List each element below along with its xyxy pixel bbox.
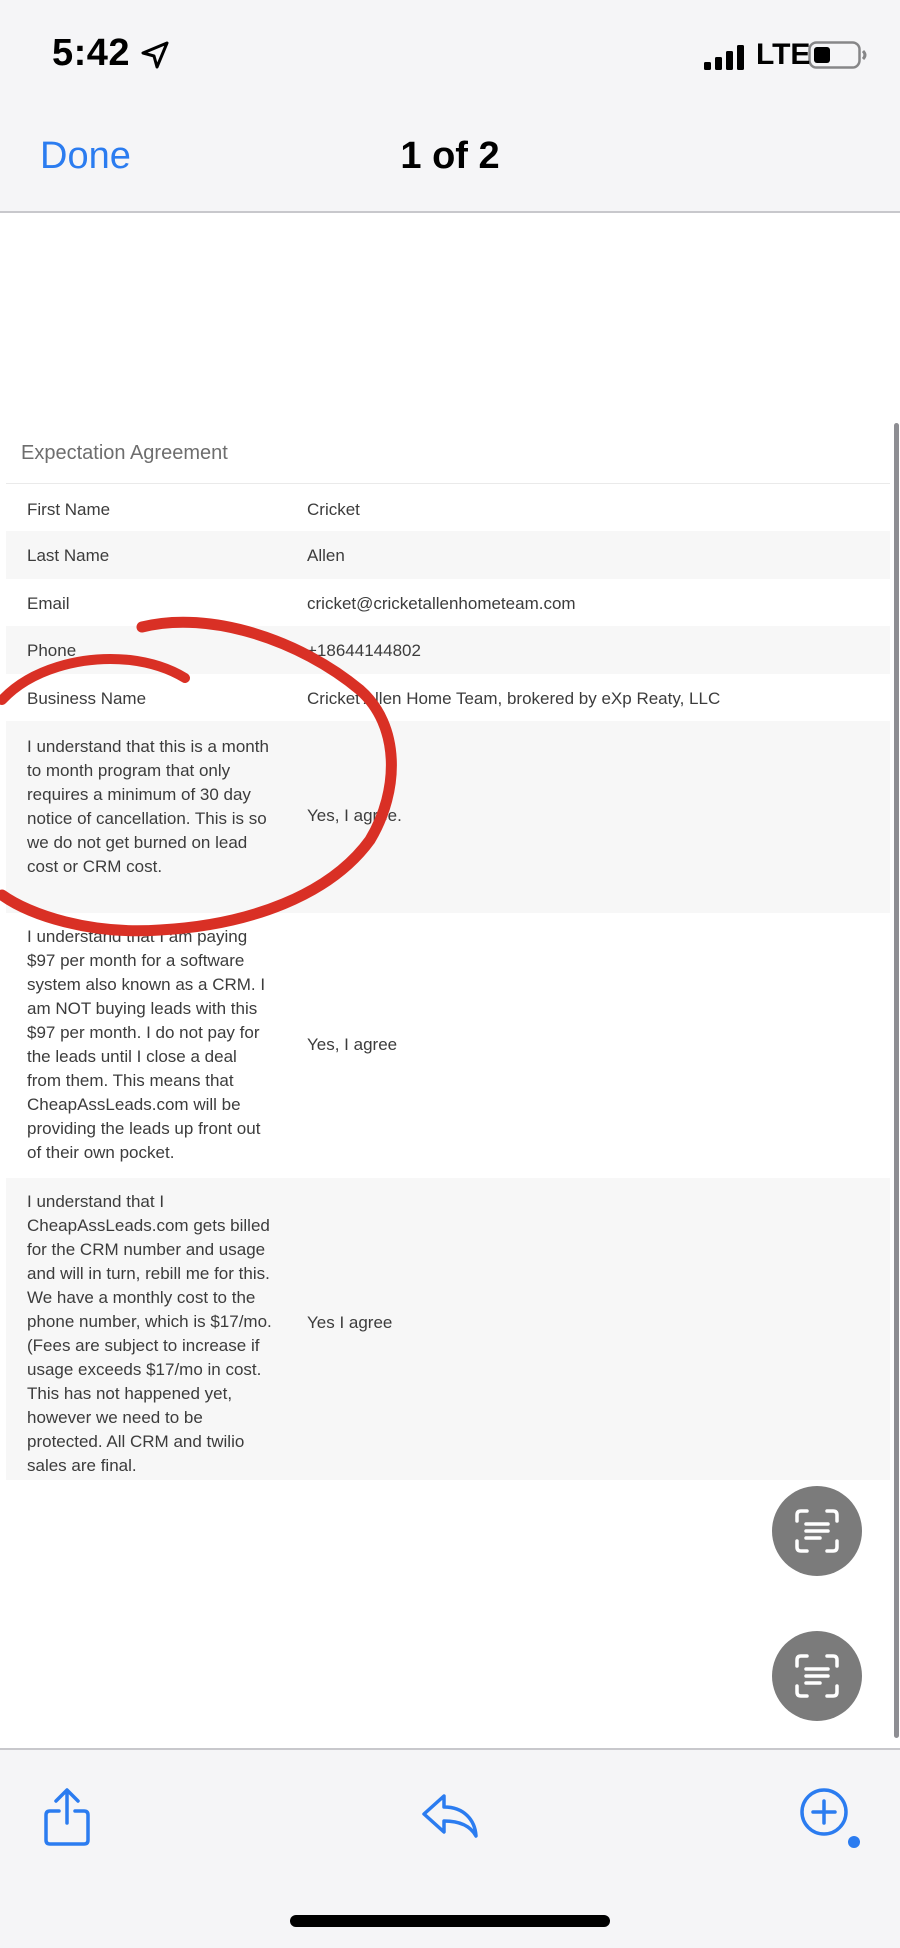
navigation-bar [0,105,900,213]
table-row [6,486,890,531]
field-value: Yes I agree [307,1313,393,1332]
network-type: LTE [756,38,811,71]
signal-bars-icon [704,44,748,70]
live-text-button[interactable] [772,1631,862,1721]
markup-icon[interactable] [796,1784,862,1850]
home-indicator[interactable] [290,1915,610,1927]
document-page[interactable] [0,213,900,1748]
location-arrow-icon [140,40,170,70]
field-label: First Name [27,500,111,519]
field-value: +18644144802 [307,641,421,660]
field-value: cricket@cricketallenhometeam.com [307,594,576,613]
field-label: Business Name [27,689,147,708]
field-label: Email [27,594,70,613]
done-button[interactable]: Done [40,135,131,177]
table-row [6,674,890,721]
divider [6,483,890,484]
field-label: Phone [27,641,77,660]
table-row [6,1178,890,1480]
field-label: I understand that I am paying $97 per month for a software system also known as a CRM. I am NOT buying leads with this $97 per month. I do not pay for the leads until I close a deal from them. This means that CheapAssLeads.com will be providing the leads up front out of their own pocket. [27,927,266,1162]
scan-text-icon [793,1507,841,1555]
table-row [6,531,890,579]
field-label: I understand that this is a month to month program that only requires a minimum of 30 day notice of cancellation. This is so we do not get burned on lead cost or CRM cost. [27,737,269,876]
field-value: Cricket [307,500,360,519]
field-value: Allen [307,546,345,565]
scroll-indicator[interactable] [894,423,899,1738]
battery-icon [808,41,868,69]
field-value: Cricket Allen Home Team, brokered by eXp Reaty, LLC [307,689,721,708]
scan-text-icon [793,1652,841,1700]
field-label: Last Name [27,546,110,565]
field-value: Yes, I agree [307,1035,398,1054]
field-label: I understand that I CheapAssLeads.com gets billed for the CRM number and usage and will in turn, rebill me for this. We have a monthly cost to the phone number, which is $17/mo. (Fees are subject to increase if usage exceeds $17/mo in cost. This has not happened yet, however we need to be protected. All CRM and twilio sales are final. [27,1192,272,1475]
page-indicator: 1 of 2 [400,135,500,177]
reply-icon[interactable] [420,1792,480,1840]
table-row [6,913,890,1178]
table-row [6,721,890,913]
share-icon[interactable] [42,1787,92,1847]
table-row [6,579,890,626]
table-row [6,626,890,674]
document-title: Expectation Agreement [21,442,228,464]
status-bar [0,0,900,105]
live-text-button[interactable] [772,1486,862,1576]
status-time: 5:42 [52,32,131,74]
field-value: Yes, I agree. [307,806,402,825]
